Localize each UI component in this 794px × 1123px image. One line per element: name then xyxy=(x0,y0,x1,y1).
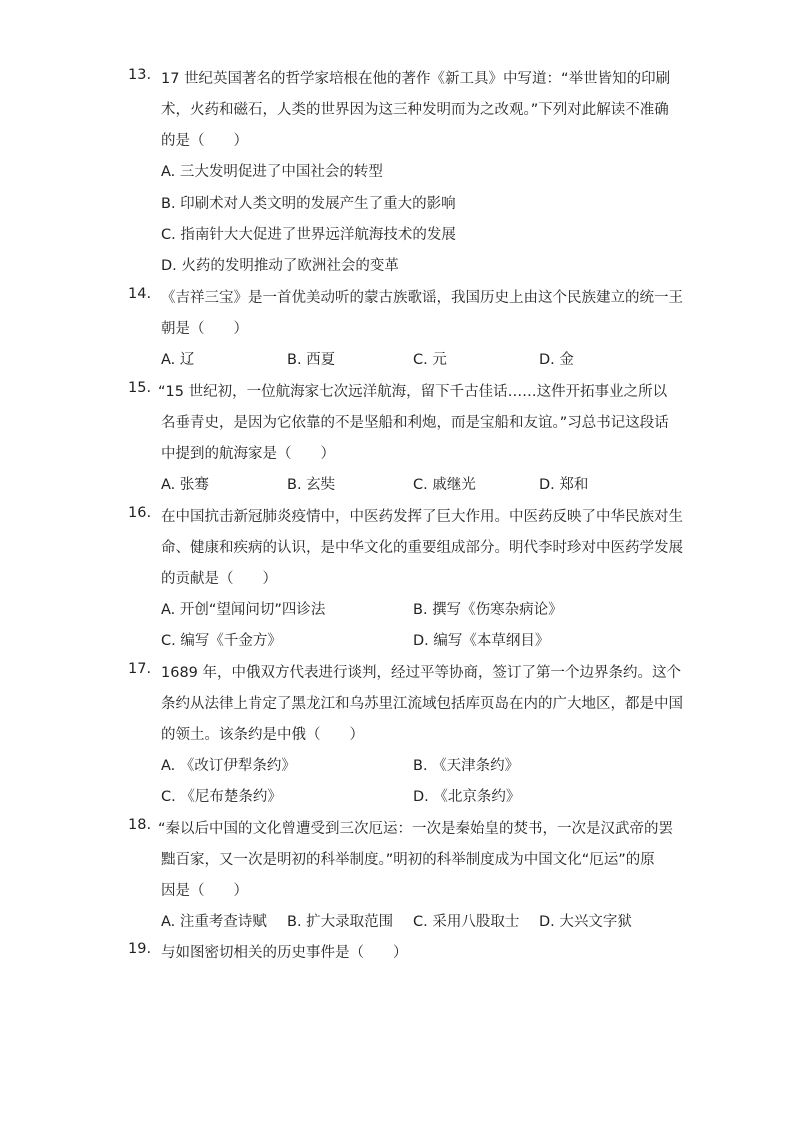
question-number: 13. xyxy=(128,67,152,83)
question-text-line: 在中国抗击新冠肺炎疫情中，中医药发挥了巨大作用。中医药反映了中华民族对生 xyxy=(161,509,683,525)
question-number: 19. xyxy=(128,941,152,957)
option-d: D. 《北京条约》 xyxy=(413,789,521,805)
option-d: D. 编写《本草纲目》 xyxy=(413,633,550,649)
option-d: D. 郑和 xyxy=(539,477,589,493)
option-c: C. 《尼布楚条约》 xyxy=(161,789,282,805)
question-text-line: “秦以后中国的文化曾遭受到三次厄运：一次是秦始皇的焚书，一次是汉武帝的罢 xyxy=(158,821,674,837)
option-a: A. 三大发明促进了中国社会的转型 xyxy=(161,164,383,180)
question-text-line: “15 世纪初，一位航海家七次远洋航海，留下千古佳话……这件开拓事业之所以 xyxy=(158,384,668,400)
option-c: C. 采用八股取士 xyxy=(413,914,520,930)
question-number: 18. xyxy=(128,817,152,833)
option-a: A. 辽 xyxy=(161,352,195,368)
option-d: D. 金 xyxy=(539,352,574,368)
question-number: 15. xyxy=(128,380,152,396)
option-b: B. 扩大录取范围 xyxy=(287,914,394,930)
question-text-line: 的贡献是（ ） xyxy=(161,571,277,587)
option-d: D. 大兴文字狱 xyxy=(539,914,632,930)
question-number: 16. xyxy=(128,505,152,521)
question-number: 14. xyxy=(128,286,152,302)
option-a: A. 张骞 xyxy=(161,477,209,493)
question-text-line: 朝是（ ） xyxy=(161,321,248,337)
question-text-line: 术，火药和磁石，人类的世界因为这三种发明而为之改观。”下列对此解读不准确 xyxy=(161,102,669,118)
option-b: B. 撰写《伤寒杂病论》 xyxy=(413,602,563,618)
option-a: A. 注重考查诗赋 xyxy=(161,914,267,930)
option-a: A. 《改订伊犁条约》 xyxy=(161,758,296,774)
question-text-line: 17 世纪英国著名的哲学家培根在他的著作《新工具》中写道：“举世皆知的印刷 xyxy=(161,71,671,87)
option-c: C. 元 xyxy=(413,352,447,368)
option-b: B. 印刷术对人类文明的发展产生了重大的影响 xyxy=(161,196,456,212)
question-number: 17. xyxy=(128,661,152,677)
question-text-line: 的是（ ） xyxy=(161,133,248,149)
option-b: B. 西夏 xyxy=(287,352,336,368)
option-b: B. 《天津条约》 xyxy=(413,758,520,774)
question-text-line: 的领土。该条约是中俄（ ） xyxy=(161,727,364,743)
option-c: C. 戚继光 xyxy=(413,477,476,493)
question-text-line: 条约从法律上肯定了黑龙江和乌苏里江流域包括库页岛在内的广大地区，都是中国 xyxy=(161,696,683,712)
question-text-line: 1689 年，中俄双方代表进行谈判，经过平等协商，签订了第一个边界条约。这个 xyxy=(161,665,682,681)
question-text-line: 中提到的航海家是（ ） xyxy=(161,446,335,462)
question-text-line: 名垂青史，是因为它依靠的不是坚船和利炮，而是宝船和友谊。”习总书记这段话 xyxy=(161,415,669,431)
question-text-line: 命、健康和疾病的认识，是中华文化的重要组成部分。明代李时珍对中医药学发展 xyxy=(161,540,683,556)
question-text-line: 因是（ ） xyxy=(161,883,248,899)
option-d: D. 火药的发明推动了欧洲社会的变革 xyxy=(161,258,399,274)
question-text-line: 《吉祥三宝》是一首优美动听的蒙古族歌谣，我国历史上由这个民族建立的统一王 xyxy=(161,290,683,306)
option-c: C. 指南针大大促进了世界远洋航海技术的发展 xyxy=(161,227,456,243)
option-b: B. 玄奘 xyxy=(287,477,336,493)
option-c: C. 编写《千金方》 xyxy=(161,633,282,649)
question-text-line: 黜百家，又一次是明初的科举制度。”明初的科举制度成为中国文化“厄运”的原 xyxy=(161,852,655,868)
question-text-line: 与如图密切相关的历史事件是（ ） xyxy=(161,945,408,961)
option-a: A. 开创“望闻问切”四诊法 xyxy=(161,602,326,618)
